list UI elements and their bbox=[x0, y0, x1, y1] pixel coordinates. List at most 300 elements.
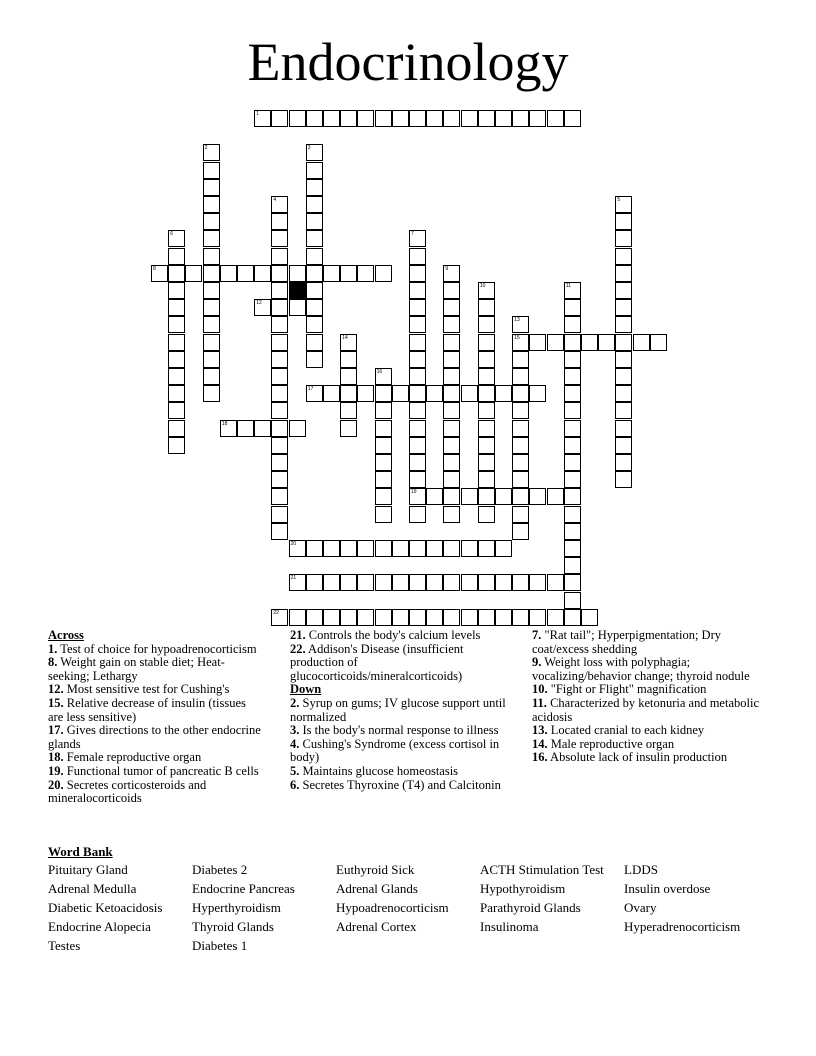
grid-cell[interactable] bbox=[564, 506, 581, 523]
grid-cell[interactable] bbox=[564, 368, 581, 385]
grid-cell[interactable] bbox=[529, 574, 546, 591]
grid-cell[interactable] bbox=[203, 179, 220, 196]
grid-cell[interactable] bbox=[633, 334, 650, 351]
grid-cell[interactable] bbox=[306, 248, 323, 265]
grid-cell[interactable] bbox=[203, 368, 220, 385]
grid-cell[interactable] bbox=[512, 506, 529, 523]
grid-cell[interactable] bbox=[443, 282, 460, 299]
grid-cell[interactable] bbox=[168, 230, 185, 247]
grid-cell[interactable] bbox=[340, 574, 357, 591]
grid-cell[interactable] bbox=[168, 368, 185, 385]
cell-number: 5 bbox=[617, 197, 621, 203]
grid-cell[interactable] bbox=[409, 506, 426, 523]
down-clue bbox=[532, 724, 762, 738]
grid-cell[interactable] bbox=[495, 385, 512, 402]
grid-cell[interactable] bbox=[375, 368, 392, 385]
grid-cell[interactable] bbox=[443, 454, 460, 471]
grid-cell[interactable] bbox=[306, 265, 323, 282]
grid-cell[interactable] bbox=[512, 437, 529, 454]
grid-cell[interactable] bbox=[375, 471, 392, 488]
grid-cell[interactable] bbox=[168, 316, 185, 333]
grid-cell[interactable] bbox=[340, 334, 357, 351]
grid-cell[interactable] bbox=[426, 609, 443, 626]
grid-cell[interactable] bbox=[547, 110, 564, 127]
grid-cell[interactable] bbox=[443, 540, 460, 557]
grid-cell[interactable] bbox=[220, 265, 237, 282]
grid-cell[interactable] bbox=[495, 574, 512, 591]
grid-cell[interactable] bbox=[220, 420, 237, 437]
grid-cell[interactable] bbox=[478, 574, 495, 591]
grid-cell[interactable] bbox=[615, 265, 632, 282]
grid-cell[interactable] bbox=[426, 488, 443, 505]
grid-cell[interactable] bbox=[271, 213, 288, 230]
cell-number: 15 bbox=[514, 334, 520, 341]
across-clue bbox=[290, 629, 510, 643]
grid-cell[interactable] bbox=[306, 144, 323, 161]
grid-cell[interactable] bbox=[478, 385, 495, 402]
grid-cell[interactable] bbox=[271, 110, 288, 127]
grid-cell[interactable] bbox=[168, 385, 185, 402]
across-clue bbox=[48, 697, 263, 724]
grid-cell[interactable] bbox=[375, 402, 392, 419]
grid-cell[interactable] bbox=[168, 402, 185, 419]
grid-cell[interactable] bbox=[409, 110, 426, 127]
grid-cell[interactable] bbox=[375, 437, 392, 454]
grid-cell[interactable] bbox=[392, 110, 409, 127]
grid-cell[interactable] bbox=[306, 299, 323, 316]
grid-cell[interactable] bbox=[289, 299, 306, 316]
grid-cell[interactable] bbox=[495, 540, 512, 557]
grid-cell[interactable] bbox=[478, 437, 495, 454]
grid-cell[interactable] bbox=[409, 385, 426, 402]
grid-cell[interactable] bbox=[409, 488, 426, 505]
grid-cell[interactable] bbox=[443, 402, 460, 419]
grid-cell[interactable] bbox=[306, 609, 323, 626]
grid-cell[interactable] bbox=[478, 368, 495, 385]
grid-cell[interactable] bbox=[168, 282, 185, 299]
grid-cell[interactable] bbox=[306, 196, 323, 213]
grid-cell[interactable] bbox=[375, 110, 392, 127]
grid-cell[interactable] bbox=[271, 454, 288, 471]
grid-cell[interactable] bbox=[564, 523, 581, 540]
grid-cell[interactable] bbox=[478, 282, 495, 299]
grid-cell[interactable] bbox=[203, 385, 220, 402]
grid-cell[interactable] bbox=[564, 282, 581, 299]
grid-cell[interactable] bbox=[564, 437, 581, 454]
grid-cell[interactable] bbox=[426, 574, 443, 591]
grid-cell[interactable] bbox=[512, 110, 529, 127]
clue-text: Test of choice for hypoadrenocorticism bbox=[57, 641, 257, 656]
grid-cell[interactable] bbox=[289, 110, 306, 127]
grid-cell[interactable] bbox=[512, 609, 529, 626]
grid-cell[interactable] bbox=[203, 162, 220, 179]
grid-cell[interactable] bbox=[254, 265, 271, 282]
grid-cell[interactable] bbox=[564, 110, 581, 127]
cell-number: 13 bbox=[514, 317, 520, 324]
grid-cell[interactable] bbox=[495, 609, 512, 626]
grid-cell[interactable] bbox=[357, 110, 374, 127]
grid-cell[interactable] bbox=[615, 454, 632, 471]
grid-cell[interactable] bbox=[392, 574, 409, 591]
grid-cell[interactable] bbox=[375, 506, 392, 523]
grid-cell[interactable] bbox=[478, 110, 495, 127]
grid-cell[interactable] bbox=[375, 540, 392, 557]
grid-cell[interactable] bbox=[168, 248, 185, 265]
grid-cell[interactable] bbox=[306, 230, 323, 247]
grid-cell[interactable] bbox=[203, 334, 220, 351]
across-heading: Across bbox=[48, 628, 84, 642]
grid-cell[interactable] bbox=[203, 265, 220, 282]
grid-cell[interactable] bbox=[615, 316, 632, 333]
word-bank-item: Adrenal Glands bbox=[336, 881, 418, 896]
grid-cell[interactable] bbox=[478, 609, 495, 626]
grid-cell[interactable] bbox=[443, 351, 460, 368]
grid-cell[interactable] bbox=[529, 385, 546, 402]
grid-cell[interactable] bbox=[409, 471, 426, 488]
grid-cell[interactable] bbox=[203, 299, 220, 316]
grid-cell[interactable] bbox=[547, 574, 564, 591]
grid-cell[interactable] bbox=[323, 609, 340, 626]
grid-cell[interactable] bbox=[168, 299, 185, 316]
grid-cell[interactable] bbox=[443, 506, 460, 523]
grid-cell[interactable] bbox=[306, 213, 323, 230]
grid-cell[interactable] bbox=[271, 506, 288, 523]
grid-cell[interactable] bbox=[409, 420, 426, 437]
grid-cell[interactable] bbox=[512, 351, 529, 368]
grid-cell[interactable] bbox=[512, 385, 529, 402]
grid-cell[interactable] bbox=[615, 437, 632, 454]
grid-cell[interactable] bbox=[615, 351, 632, 368]
grid-cell[interactable] bbox=[461, 385, 478, 402]
grid-cell[interactable] bbox=[529, 110, 546, 127]
grid-cell[interactable] bbox=[461, 110, 478, 127]
grid-cell[interactable] bbox=[306, 316, 323, 333]
grid-cell[interactable] bbox=[443, 385, 460, 402]
grid-cell[interactable] bbox=[564, 316, 581, 333]
grid-cell[interactable] bbox=[409, 454, 426, 471]
grid-cell[interactable] bbox=[306, 351, 323, 368]
grid-cell[interactable] bbox=[340, 110, 357, 127]
grid-cell[interactable] bbox=[271, 299, 288, 316]
grid-cell[interactable] bbox=[461, 488, 478, 505]
grid-cell[interactable] bbox=[564, 402, 581, 419]
grid-cell[interactable] bbox=[564, 351, 581, 368]
grid-cell[interactable] bbox=[340, 351, 357, 368]
grid-cell[interactable] bbox=[289, 540, 306, 557]
grid-cell[interactable] bbox=[271, 471, 288, 488]
grid-cell[interactable] bbox=[650, 334, 667, 351]
grid-cell[interactable] bbox=[375, 265, 392, 282]
grid-cell[interactable] bbox=[203, 316, 220, 333]
grid-cell[interactable] bbox=[289, 265, 306, 282]
grid-cell[interactable] bbox=[512, 523, 529, 540]
grid-cell[interactable] bbox=[615, 385, 632, 402]
grid-cell[interactable] bbox=[392, 385, 409, 402]
grid-cell[interactable] bbox=[203, 144, 220, 161]
word-bank-item: Ovary bbox=[624, 900, 657, 915]
grid-cell[interactable] bbox=[254, 299, 271, 316]
grid-cell[interactable] bbox=[409, 540, 426, 557]
grid-cell[interactable] bbox=[581, 609, 598, 626]
grid-cell[interactable] bbox=[461, 540, 478, 557]
grid-cell[interactable] bbox=[564, 385, 581, 402]
grid-cell[interactable] bbox=[340, 265, 357, 282]
grid-cell[interactable] bbox=[564, 609, 581, 626]
grid-cell[interactable] bbox=[306, 385, 323, 402]
grid-cell[interactable] bbox=[529, 488, 546, 505]
grid-cell[interactable] bbox=[478, 420, 495, 437]
grid-cell[interactable] bbox=[306, 179, 323, 196]
clue-text: Maintains glucose homeostasis bbox=[299, 763, 459, 778]
cell-number: 18 bbox=[221, 420, 228, 427]
grid-cell[interactable] bbox=[478, 506, 495, 523]
grid-cell[interactable] bbox=[409, 437, 426, 454]
grid-cell[interactable] bbox=[443, 110, 460, 127]
grid-cell[interactable] bbox=[443, 488, 460, 505]
grid-cell[interactable] bbox=[323, 540, 340, 557]
grid-cell[interactable] bbox=[478, 454, 495, 471]
grid-cell[interactable] bbox=[340, 368, 357, 385]
grid-cell[interactable] bbox=[271, 437, 288, 454]
grid-cell[interactable] bbox=[512, 574, 529, 591]
grid-cell[interactable] bbox=[495, 110, 512, 127]
grid-cell[interactable] bbox=[271, 385, 288, 402]
grid-cell[interactable] bbox=[443, 299, 460, 316]
grid-cell[interactable] bbox=[478, 351, 495, 368]
grid-cell[interactable] bbox=[271, 334, 288, 351]
grid-cell[interactable] bbox=[203, 230, 220, 247]
grid-cell[interactable] bbox=[615, 230, 632, 247]
grid-cell[interactable] bbox=[306, 162, 323, 179]
grid-cell[interactable] bbox=[461, 609, 478, 626]
grid-cell[interactable] bbox=[564, 471, 581, 488]
down-clue bbox=[532, 697, 762, 724]
grid-cell[interactable] bbox=[323, 574, 340, 591]
grid-cell[interactable] bbox=[564, 420, 581, 437]
grid-cell[interactable] bbox=[409, 574, 426, 591]
grid-cell[interactable] bbox=[564, 592, 581, 609]
grid-cell[interactable] bbox=[443, 437, 460, 454]
grid-cell[interactable] bbox=[478, 471, 495, 488]
grid-cell[interactable] bbox=[598, 334, 615, 351]
grid-cell[interactable] bbox=[306, 540, 323, 557]
grid-cell[interactable] bbox=[271, 488, 288, 505]
cell-number: 2 bbox=[204, 145, 208, 152]
grid-cell[interactable] bbox=[271, 420, 288, 437]
grid-cell[interactable] bbox=[375, 454, 392, 471]
grid-cell[interactable] bbox=[512, 488, 529, 505]
grid-cell[interactable] bbox=[357, 574, 374, 591]
grid-cell[interactable] bbox=[615, 471, 632, 488]
grid-cell[interactable] bbox=[512, 334, 529, 351]
grid-cell[interactable] bbox=[340, 420, 357, 437]
grid-cell[interactable] bbox=[151, 265, 168, 282]
grid-cell[interactable] bbox=[615, 299, 632, 316]
grid-cell[interactable] bbox=[478, 402, 495, 419]
grid-cell[interactable] bbox=[564, 299, 581, 316]
grid-cell[interactable] bbox=[340, 540, 357, 557]
grid-cell[interactable] bbox=[254, 110, 271, 127]
grid-cell[interactable] bbox=[426, 540, 443, 557]
grid-cell[interactable] bbox=[375, 488, 392, 505]
grid-cell[interactable] bbox=[392, 540, 409, 557]
grid-cell[interactable] bbox=[581, 334, 598, 351]
grid-cell[interactable] bbox=[615, 420, 632, 437]
grid-cell[interactable] bbox=[615, 402, 632, 419]
grid-cell[interactable] bbox=[185, 265, 202, 282]
grid-cell[interactable] bbox=[443, 574, 460, 591]
grid-cell[interactable] bbox=[203, 196, 220, 213]
grid-cell[interactable] bbox=[512, 471, 529, 488]
grid-cell[interactable] bbox=[512, 316, 529, 333]
grid-cell[interactable] bbox=[254, 420, 271, 437]
grid-cell[interactable] bbox=[357, 540, 374, 557]
cell-number: 3 bbox=[307, 145, 311, 152]
grid-cell[interactable] bbox=[547, 488, 564, 505]
grid-cell[interactable] bbox=[426, 110, 443, 127]
grid-cell[interactable] bbox=[409, 230, 426, 247]
grid-cell[interactable] bbox=[306, 282, 323, 299]
grid-cell[interactable] bbox=[512, 420, 529, 437]
grid-cell[interactable] bbox=[495, 488, 512, 505]
grid-cell[interactable] bbox=[512, 402, 529, 419]
grid-cell[interactable] bbox=[564, 574, 581, 591]
word-bank-item: LDDS bbox=[624, 862, 658, 877]
grid-cell[interactable] bbox=[375, 574, 392, 591]
clues-column-3 bbox=[532, 629, 762, 765]
grid-cell[interactable] bbox=[426, 385, 443, 402]
grid-cell[interactable] bbox=[357, 385, 374, 402]
grid-cell[interactable] bbox=[203, 213, 220, 230]
grid-cell[interactable] bbox=[168, 437, 185, 454]
grid-cell[interactable] bbox=[323, 110, 340, 127]
grid-cell[interactable] bbox=[529, 334, 546, 351]
grid-cell[interactable] bbox=[306, 334, 323, 351]
grid-cell[interactable] bbox=[478, 334, 495, 351]
grid-cell[interactable] bbox=[289, 609, 306, 626]
grid-cell[interactable] bbox=[461, 574, 478, 591]
grid-cell[interactable] bbox=[409, 299, 426, 316]
grid-cell[interactable] bbox=[203, 351, 220, 368]
grid-cell[interactable] bbox=[323, 385, 340, 402]
grid-cell[interactable] bbox=[168, 334, 185, 351]
grid-cell[interactable] bbox=[615, 334, 632, 351]
grid-cell[interactable] bbox=[615, 248, 632, 265]
grid-cell[interactable] bbox=[289, 420, 306, 437]
clue-text: Secretes corticosteroids and mineralocorticoids bbox=[48, 777, 207, 806]
grid-cell[interactable] bbox=[443, 609, 460, 626]
grid-cell[interactable] bbox=[564, 334, 581, 351]
grid-cell[interactable] bbox=[340, 402, 357, 419]
grid-cell[interactable] bbox=[392, 609, 409, 626]
grid-cell[interactable] bbox=[357, 609, 374, 626]
grid-cell[interactable] bbox=[409, 351, 426, 368]
grid-cell[interactable] bbox=[271, 282, 288, 299]
grid-cell[interactable] bbox=[203, 248, 220, 265]
grid-cell[interactable] bbox=[443, 265, 460, 282]
grid-cell[interactable] bbox=[409, 265, 426, 282]
grid-cell[interactable] bbox=[409, 402, 426, 419]
grid-cell[interactable] bbox=[409, 609, 426, 626]
grid-cell[interactable] bbox=[323, 265, 340, 282]
grid-cell[interactable] bbox=[340, 385, 357, 402]
grid-cell[interactable] bbox=[478, 488, 495, 505]
grid-cell[interactable] bbox=[615, 213, 632, 230]
grid-cell[interactable] bbox=[615, 368, 632, 385]
grid-cell[interactable] bbox=[564, 540, 581, 557]
grid-cell[interactable] bbox=[443, 471, 460, 488]
grid-cell[interactable] bbox=[443, 368, 460, 385]
grid-cell[interactable] bbox=[409, 334, 426, 351]
grid-cell[interactable] bbox=[615, 282, 632, 299]
grid-cell[interactable] bbox=[564, 488, 581, 505]
grid-cell[interactable] bbox=[271, 316, 288, 333]
grid-cell[interactable] bbox=[271, 368, 288, 385]
grid-cell[interactable] bbox=[512, 368, 529, 385]
grid-cell[interactable] bbox=[564, 454, 581, 471]
grid-cell[interactable] bbox=[306, 110, 323, 127]
grid-cell[interactable] bbox=[564, 557, 581, 574]
grid-cell[interactable] bbox=[203, 282, 220, 299]
word-bank-item: Endocrine Alopecia bbox=[48, 919, 151, 934]
grid-cell[interactable] bbox=[168, 265, 185, 282]
grid-cell[interactable] bbox=[478, 540, 495, 557]
grid-cell[interactable] bbox=[547, 334, 564, 351]
grid-cell[interactable] bbox=[512, 454, 529, 471]
across-clue bbox=[48, 683, 263, 697]
grid-cell[interactable] bbox=[357, 265, 374, 282]
grid-cell[interactable] bbox=[271, 523, 288, 540]
clue-text: Gives directions to the other endocrine glands bbox=[48, 723, 261, 751]
grid-cell[interactable] bbox=[271, 230, 288, 247]
grid-cell[interactable] bbox=[547, 609, 564, 626]
clue-text: Female reproductive organ bbox=[63, 750, 202, 765]
grid-cell[interactable] bbox=[409, 248, 426, 265]
grid-cell[interactable] bbox=[271, 265, 288, 282]
grid-cell[interactable] bbox=[340, 609, 357, 626]
grid-cell[interactable] bbox=[237, 420, 254, 437]
grid-cell[interactable] bbox=[409, 316, 426, 333]
clue-text: "Rat tail"; Hyperpigmentation; Dry coat/excess shedding bbox=[532, 628, 721, 656]
grid-cell[interactable] bbox=[478, 299, 495, 316]
grid-cell[interactable] bbox=[271, 609, 288, 626]
grid-cell[interactable] bbox=[615, 196, 632, 213]
grid-cell[interactable] bbox=[529, 609, 546, 626]
grid-cell[interactable] bbox=[168, 420, 185, 437]
grid-cell[interactable] bbox=[443, 334, 460, 351]
grid-cell[interactable] bbox=[237, 265, 254, 282]
grid-cell[interactable] bbox=[271, 196, 288, 213]
grid-cell[interactable] bbox=[443, 420, 460, 437]
grid-cell[interactable] bbox=[289, 574, 306, 591]
clue-number: 16. bbox=[532, 750, 548, 765]
clue-number: 7. bbox=[532, 628, 542, 642]
grid-cell[interactable] bbox=[443, 316, 460, 333]
grid-cell[interactable] bbox=[306, 574, 323, 591]
grid-cell[interactable] bbox=[271, 402, 288, 419]
grid-cell[interactable] bbox=[409, 282, 426, 299]
grid-cell[interactable] bbox=[271, 248, 288, 265]
grid-cell[interactable] bbox=[271, 351, 288, 368]
grid-cell[interactable] bbox=[478, 316, 495, 333]
grid-cell[interactable] bbox=[375, 385, 392, 402]
grid-cell[interactable] bbox=[409, 368, 426, 385]
grid-cell[interactable] bbox=[375, 609, 392, 626]
grid-cell[interactable] bbox=[168, 351, 185, 368]
down-clue bbox=[532, 683, 762, 697]
clue-number: 1. bbox=[48, 641, 58, 656]
grid-cell[interactable] bbox=[375, 420, 392, 437]
